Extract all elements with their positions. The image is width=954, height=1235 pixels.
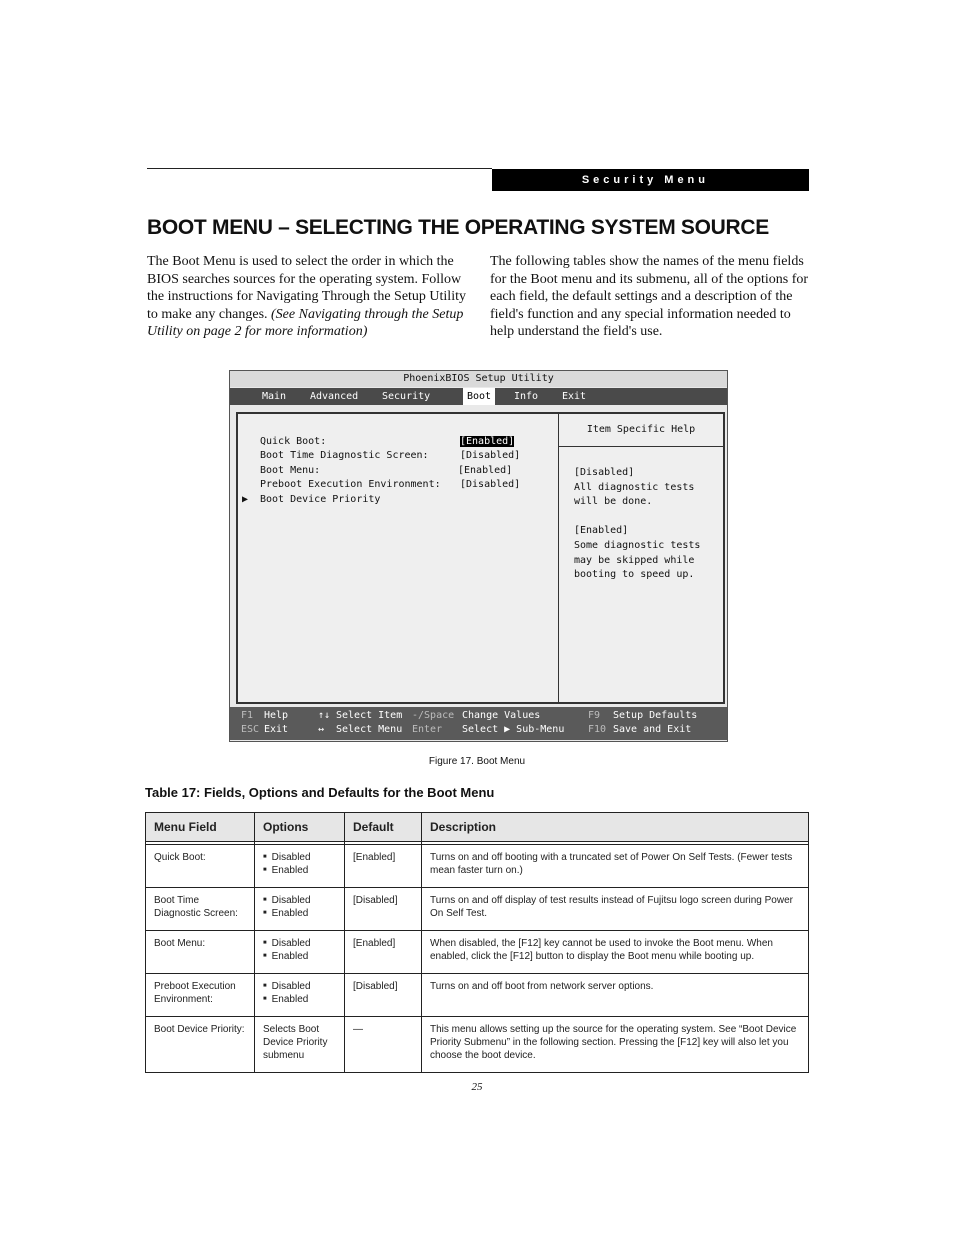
cell-options: Selects Boot Device Priority submenu [255, 1017, 345, 1073]
cell-field: Quick Boot: [146, 845, 255, 888]
bios-menu-exit[interactable]: Exit [562, 391, 587, 402]
option-item: ■ Disabled [263, 894, 336, 907]
intro-right: The following tables show the names of the menu fields for the Boot menu and its submenu, all of the options for each field, the default settings and a description of the field's function and any special information needed to help understand the field's use. [490, 254, 809, 339]
cell-field: Boot Menu: [146, 931, 255, 974]
fields-table [145, 812, 809, 1073]
table-row [146, 845, 809, 888]
cell-description: When disabled, the [F12] key cannot be used to invoke the Boot menu. When enabled, click the [F12] button to display the Boot menu while booting up. [422, 931, 809, 974]
help-line: may be skipped while [574, 555, 695, 566]
key-space: -/Space [412, 710, 455, 721]
cell-description: This menu allows setting up the source for the operating system. See “Boot Device Priority Submenu” in the following section. Pressing the [F12] key will also let you choose the boot device. [422, 1017, 809, 1073]
cell-description: Turns on and off display of test results instead of Fujitsu logo screen during Power On Self Test. [422, 888, 809, 931]
bios-divider [558, 414, 559, 702]
page-title: BOOT MENU – SELECTING THE OPERATING SYSTEM SOURCE [147, 216, 769, 239]
cell-field: Preboot Execution Environment: [146, 974, 255, 1017]
bios-menu-main[interactable]: Main [262, 391, 287, 402]
leftright-arrows-icon: ↔ [318, 724, 325, 735]
option-item: ■ Enabled [263, 864, 336, 877]
section-header-label: Security Menu [581, 174, 709, 186]
cell-default: [Enabled] [345, 931, 422, 974]
header-rule [147, 168, 492, 169]
bios-value-preboot[interactable]: [Disabled] [460, 479, 521, 490]
option-item: ■ Enabled [263, 993, 336, 1006]
option-item: ■ Disabled [263, 937, 336, 950]
intro-left-reference: (See Navigating through the Setup Utility on page 2 for more information) [147, 306, 464, 339]
help-line: booting to speed up. [574, 569, 695, 580]
bios-screenshot [229, 370, 728, 742]
key-select-item-label: Select Item [336, 710, 403, 721]
cell-description: Turns on and off boot from network server options. [422, 974, 809, 1017]
col-header-default: Default [345, 813, 422, 842]
cell-options [255, 974, 345, 1017]
help-line: [Disabled] [574, 467, 635, 478]
col-header-options: Options [255, 813, 345, 842]
cell-default: — [345, 1017, 422, 1073]
cell-default: [Disabled] [345, 974, 422, 1017]
bios-panel [236, 412, 725, 704]
bios-item-diagnostic-screen[interactable]: Boot Time Diagnostic Screen: [260, 450, 429, 461]
key-f1: F1 [241, 710, 254, 721]
table-row [146, 974, 809, 1017]
bios-item-quick-boot[interactable]: Quick Boot: [260, 436, 327, 447]
submenu-arrow-icon: ▶ [242, 494, 249, 505]
bios-menubar [230, 388, 727, 405]
cell-description: Turns on and off booting with a truncated set of Power On Self Tests. (Fewer tests mean faster turn on.) [422, 845, 809, 888]
key-change-values-label: Change Values [462, 710, 541, 721]
cell-field: Boot Device Priority: [146, 1017, 255, 1073]
key-setup-defaults-label: Setup Defaults [613, 710, 698, 721]
bios-item-boot-menu[interactable]: Boot Menu: [260, 465, 321, 476]
cell-options [255, 888, 345, 931]
updown-arrows-icon: ↑↓ [318, 710, 331, 721]
key-help-label: Help [264, 710, 289, 721]
option-item: ■ Enabled [263, 907, 336, 920]
table-row [146, 888, 809, 931]
help-line: will be done. [574, 496, 653, 507]
bios-item-preboot[interactable]: Preboot Execution Environment: [260, 479, 441, 490]
bios-value-diagnostic-screen[interactable]: [Disabled] [460, 450, 521, 461]
key-select-submenu-label: Select ▶ Sub-Menu [462, 724, 565, 735]
cell-default: [Enabled] [345, 845, 422, 888]
option-item: ■ Disabled [263, 980, 336, 993]
option-item: ■ Enabled [263, 950, 336, 963]
table-row [146, 1017, 809, 1073]
cell-options [255, 931, 345, 974]
bios-menu-info[interactable]: Info [514, 391, 539, 402]
bios-value-boot-menu[interactable]: [Enabled] [458, 465, 513, 476]
key-enter: Enter [412, 724, 443, 735]
cell-default: [Disabled] [345, 888, 422, 931]
col-header-description: Description [422, 813, 809, 842]
key-f9: F9 [588, 710, 601, 721]
page-number: 25 [471, 1081, 483, 1093]
bios-menu-boot[interactable]: Boot [463, 388, 495, 405]
bios-menu-advanced[interactable]: Advanced [310, 391, 359, 402]
option-item: ■ Disabled [263, 851, 336, 864]
intro-left [147, 253, 467, 341]
help-line: [Enabled] [574, 525, 629, 536]
help-line: Some diagnostic tests [574, 540, 701, 551]
key-esc: ESC [241, 724, 260, 735]
bios-value-quick-boot[interactable]: [Enabled] [460, 436, 515, 447]
key-save-exit-label: Save and Exit [613, 724, 692, 735]
bios-item-boot-device-priority[interactable]: Boot Device Priority [260, 494, 381, 505]
key-exit-label: Exit [264, 724, 289, 735]
bios-title: PhoenixBIOS Setup Utility [230, 371, 727, 387]
cell-options [255, 845, 345, 888]
intro-left-text: The Boot Menu is used to select the order in which the BIOS searches sources for the operating system. Follow the instructions for Navigating Through the Setup Utility to make any changes. [147, 254, 466, 322]
key-select-menu-label: Select Menu [336, 724, 403, 735]
table-title: Table 17: Fields, Options and Defaults for the Boot Menu [145, 785, 495, 800]
table-row [146, 931, 809, 974]
key-f10: F10 [588, 724, 607, 735]
figure-caption: Figure 17. Boot Menu [428, 756, 526, 767]
help-line: All diagnostic tests [574, 482, 695, 493]
cell-field: Boot Time Diagnostic Screen: [146, 888, 255, 931]
section-header [492, 169, 809, 191]
bios-footer [230, 707, 727, 740]
help-title: Item Specific Help [559, 414, 723, 447]
col-header-menu-field: Menu Field [146, 813, 255, 842]
bios-menu-security[interactable]: Security [382, 391, 431, 402]
